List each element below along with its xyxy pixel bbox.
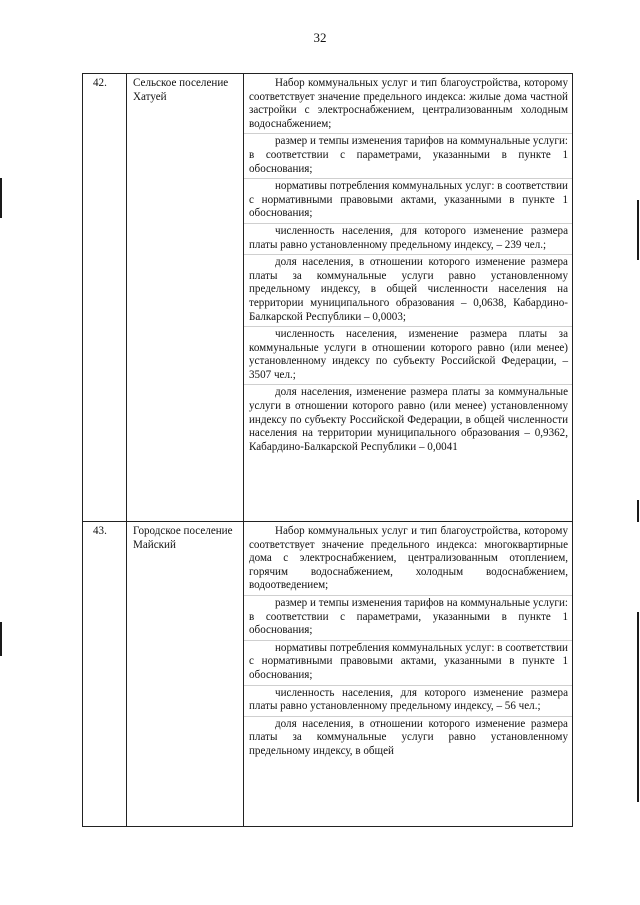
detail-paragraph: Набор коммунальных услуг и тип благоустройства, которому соответствует значение предельного индекса: жилые дома частной застройки с электроснабжением, централизованным холодным водоснабжением; (249, 77, 568, 130)
detail-paragraph: нормативы потребления коммунальных услуг: в соответствии с нормативными правовыми актами, указанными в пункте 1 обоснования; (244, 178, 572, 223)
scan-mark-right-bottom (637, 612, 639, 802)
row-details (244, 522, 573, 827)
table-row (83, 74, 573, 522)
detail-paragraph: доля населения, изменение размера платы за коммунальные услуги в отношении которого равно (или менее) установленному индексу по субъекту Российской Федерации, в общей численности населения на территории муниципального образования – 0,9362, Кабардино-Балкарской Республики – 0,0041 (244, 384, 572, 456)
settlements-table (82, 73, 573, 827)
detail-paragraph: доля населения, в отношении которого изменение размера платы за коммунальные услуги равно установленному предельному индексу, в общей (244, 716, 572, 761)
detail-paragraph: численность населения, для которого изменение размера платы равно установленному предельному индексу, – 239 чел.; (244, 223, 572, 254)
settlement-name: Сельское поселение Хатуей (127, 74, 244, 522)
detail-paragraph: численность населения, для которого изменение размера платы равно установленному предельному индексу, – 56 чел.; (244, 685, 572, 716)
settlement-name: Городское поселение Майский (127, 522, 244, 827)
scan-mark-right-top (637, 200, 639, 260)
scan-mark-left-bottom (0, 622, 2, 656)
detail-paragraph: размер и темпы изменения тарифов на коммунальные услуги: в соответствии с параметрами, указанными в пункте 1 обоснования; (244, 595, 572, 640)
scan-mark-left-top (0, 178, 2, 218)
detail-paragraph: нормативы потребления коммунальных услуг: в соответствии с нормативными правовыми актами, указанными в пункте 1 обоснования; (244, 640, 572, 685)
detail-paragraph: численность населения, изменение размера платы за коммунальные услуги в отношении которого равно (или менее) установленному индексу по субъекту Российской Федерации, – 3507 чел.; (244, 326, 572, 384)
detail-paragraph: Набор коммунальных услуг и тип благоустройства, которому соответствует значение предельного индекса: многоквартирные дома с электроснабжением, централизованным отоплением, горячим водоснабжением, холодным водоснабжением, водоотведением; (249, 525, 568, 592)
detail-paragraph: размер и темпы изменения тарифов на коммунальные услуги: в соответствии с параметрами, указанными в пункте 1 обоснования; (244, 133, 572, 178)
table-row (83, 522, 573, 827)
detail-paragraph: доля населения, в отношении которого изменение размера платы за коммунальные услуги равно установленному предельному индексу, в общей численности населения на территории муниципального образования – 0,0638, Кабардино-Балкарской Республики – 0,0003; (244, 254, 572, 326)
row-number: 43. (83, 522, 127, 827)
row-details (244, 74, 573, 522)
row-number: 42. (83, 74, 127, 522)
scan-mark-right-mid (637, 500, 639, 522)
page-number: 32 (313, 30, 327, 45)
